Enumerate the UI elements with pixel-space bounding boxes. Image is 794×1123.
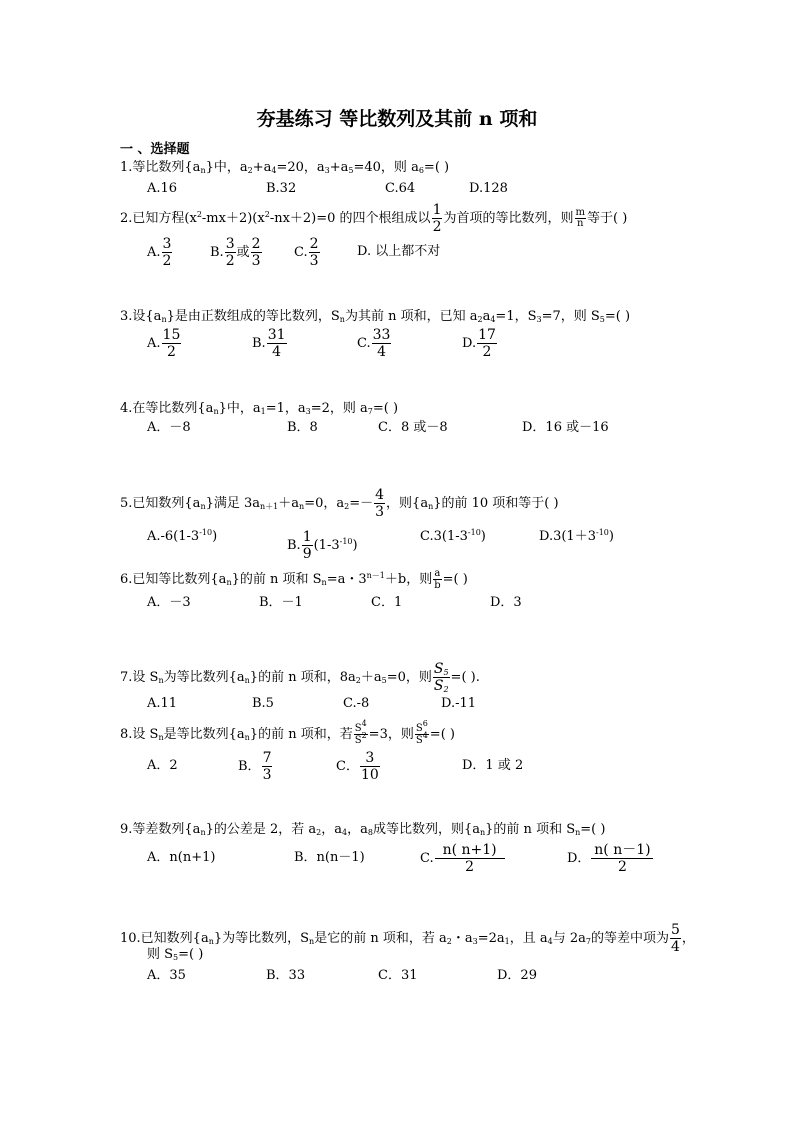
option-b: B.32 (266, 181, 297, 196)
option-d: D．29 (497, 968, 537, 983)
option-a: A．n(n+1) (147, 850, 216, 865)
question-10-line2: 则 $S_5=$( ) (147, 947, 204, 962)
option-a: A.11 (147, 696, 178, 711)
question-3: 3.设$\{a_n\}$是由正数组成的等比数列，$S_n$为其前 n 项和，已知 $a_2a_4=1$，$S_3=7$，则 $S_5=$( ) (120, 309, 631, 324)
option-c: C．8 或－8 (378, 420, 448, 435)
option-a: A.16 (147, 181, 178, 196)
option-d: D．1 或 2 (462, 758, 524, 773)
option-b: B．－1 (259, 595, 303, 610)
option-a: A．2 (147, 758, 178, 773)
option-d: D．3 (490, 595, 522, 610)
option-b: B．8 (287, 420, 318, 435)
fraction: $\frac{m}{n}$ (575, 207, 585, 229)
option-d: D. $\frac{17}{2}$ (462, 327, 496, 360)
question-4: 4.在等比数列$\{a_n\}$中，$a_1=1$，$a_3=2$，则 $a_7=$( ) (120, 401, 399, 416)
option-b: B. $\frac{1}{9}$ $(1-3^{-10})$ (287, 529, 358, 562)
question-6: 6.已知等比数列$\{a_n\}$的前 n 项和 $S_n=a$・$3^{n-1}+b$，则 $\frac{a}{b}$ =( ) (120, 568, 468, 591)
option-b: B．n(n－1) (294, 850, 365, 865)
option-c: C. $\frac{n( n+1)}{2}$ (420, 842, 506, 875)
option-c: $C.3(1-3^{-10})$ (420, 528, 486, 544)
option-a: A．35 (147, 968, 186, 983)
section-heading: 一 、选择题 (120, 142, 190, 157)
option-a: A. $\frac{15}{2}$ (147, 327, 181, 360)
option-c: C. $\frac{33}{4}$ (357, 327, 391, 360)
page-title: 夯基练习 等比数列及其前 n 项和 (256, 108, 538, 130)
option-d: $D.3(1+3^{-10})$ (539, 528, 614, 544)
option-b: B．33 (266, 968, 306, 983)
option-d: D． $\frac{n( n-1)}{2}$ (567, 842, 654, 875)
question-8: 8.设 $S_n$是等比数列$\{a_n\}$的前 n 项和，若 $\frac{S^4}{S^2}$ =3，则 $\frac{S^6}{S^4}$ =( ) (120, 719, 455, 746)
option-c: C．1 (371, 595, 403, 610)
option-d: D.-11 (441, 696, 477, 711)
option-b: B. $\frac{31}{4}$ (252, 327, 286, 360)
option-d: D. 以上都不对 (357, 244, 441, 259)
fraction: $\frac{1}{2}$ (432, 202, 442, 235)
option-b: B. $\frac{3}{2}$ 或 $\frac{2}{3}$ (210, 236, 261, 269)
question-9: 9.等差数列$\{a_n\}$的公差是 2，若 $a_2$，$a_4$，$a_8$成等比数列，则$\{a_n\}$的前 n 项和 $S_n=$( ) (120, 822, 606, 837)
option-b: B.5 (252, 696, 274, 711)
option-c: C. $\frac{2}{3}$ (294, 236, 319, 269)
option-b: B． $\frac{7}{3}$ (238, 750, 272, 783)
option-d: D.128 (469, 181, 508, 196)
question-10: 10.已知数列$\{a_n\}$为等比数列，$S_n$是它的前 n 项和，若 $a_2$・$a_3=2a_1$，且 $a_4$与 $2a_7$的等差中项为 $\frac{5}{4}$ ， (120, 922, 695, 955)
option-c: C.-8 (343, 696, 370, 711)
option-c: C． $\frac{3}{10}$ (336, 750, 379, 783)
question-1: 1.等比数列$\{a_n\}$中，$a_2+a_4=20$，$a_3+a_5=40$，则 $a_6=$( ) (120, 160, 450, 175)
option-d: D．16 或－16 (522, 420, 609, 435)
option-a: A．－8 (147, 420, 191, 435)
question-5: 5.已知数列$\{a_n\}$满足 $3a_{n+1}+a_n=0$，$a_2=-$ $\frac{4}{3}$ ，则$\{a_n\}$的前 10 项和等于( ) (120, 487, 559, 520)
option-c: C.64 (385, 181, 416, 196)
option-a: $A.-6(1-3^{-10})$ (147, 528, 218, 544)
question-7: 7.设 $S_n$为等比数列$\{a_n\}$的前 n 项和，$8a_2+a_5=0$，则 $\frac{S_5}{S_2}$ =( ). (120, 661, 480, 694)
option-a: A. $\frac{3}{2}$ (147, 236, 172, 269)
question-2: 2.已知方程$(x^2-mx+2)(x^2-nx+2)=0$ 的四个根组成以 $\frac{1}{2}$ 为首项的等比数列，则 $\frac{m}{n}$ 等于( ) (120, 202, 628, 235)
option-a: A．－3 (147, 595, 191, 610)
option-c: C．31 (378, 968, 418, 983)
